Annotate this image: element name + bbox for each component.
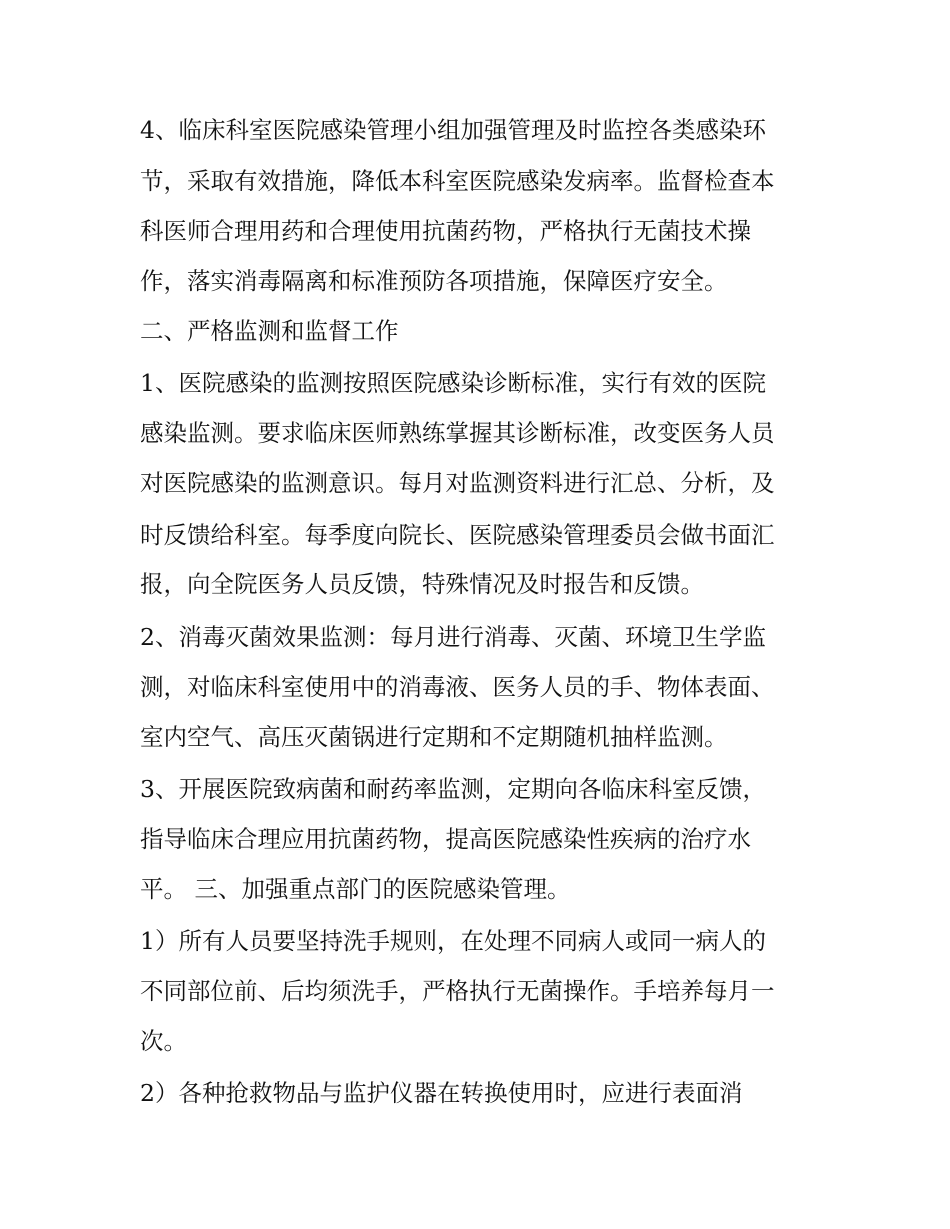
text-line: 4、临床科室医院感染管理小组加强管理及时监控各类感染环 <box>140 116 766 144</box>
text-line: 感染监测。要求临床医师熟练掌握其诊断标准，改变医务人员 <box>140 419 775 447</box>
text-line: 1）所有人员要坚持洗手规则，在处理不同病人或同一病人的 <box>140 927 766 955</box>
text-line: 指导临床合理应用抗菌药物，提高医院感染性疾病的治疗水 <box>140 825 751 853</box>
text-line: 节，采取有效措施，降低本科室医院感染发病率。监督检查本 <box>140 167 775 195</box>
text-line: 1、医院感染的监测按照医院感染诊断标准，实行有效的医院 <box>140 369 766 397</box>
text-line: 时反馈给科室。每季度向院长、医院感染管理委员会做书面汇 <box>140 521 775 549</box>
text-line: 作，落实消毒隔离和标准预防各项措施，保障医疗安全。 <box>140 267 728 295</box>
text-line: 室内空气、高压灭菌锅进行定期和不定期随机抽样监测。 <box>140 723 728 751</box>
section-heading: 二、严格监测和监督工作 <box>140 317 399 345</box>
text-line: 不同部位前、后均须洗手，严格执行无菌操作。手培养每月一 <box>140 977 775 1005</box>
text-line: 2、消毒灭菌效果监测：每月进行消毒、灭菌、环境卫生学监 <box>140 623 766 651</box>
text-line: 3、开展医院致病菌和耐药率监测，定期向各临床科室反馈， <box>140 775 766 803</box>
text-line: 报，向全院医务人员反馈，特殊情况及时报告和反馈。 <box>140 570 704 598</box>
text-line: 测，对临床科室使用中的消毒液、医务人员的手、物体表面、 <box>140 673 775 701</box>
text-line: 平。 三、加强重点部门的医院感染管理。 <box>140 875 571 903</box>
text-line: 对医院感染的监测意识。每月对监测资料进行汇总、分析，及 <box>140 469 775 497</box>
text-line: 次。 <box>140 1027 187 1055</box>
text-line: 科医师合理用药和合理使用抗菌药物，严格执行无菌技术操 <box>140 217 751 245</box>
text-line: 2）各种抢救物品与监护仪器在转换使用时，应进行表面消 <box>140 1079 743 1107</box>
